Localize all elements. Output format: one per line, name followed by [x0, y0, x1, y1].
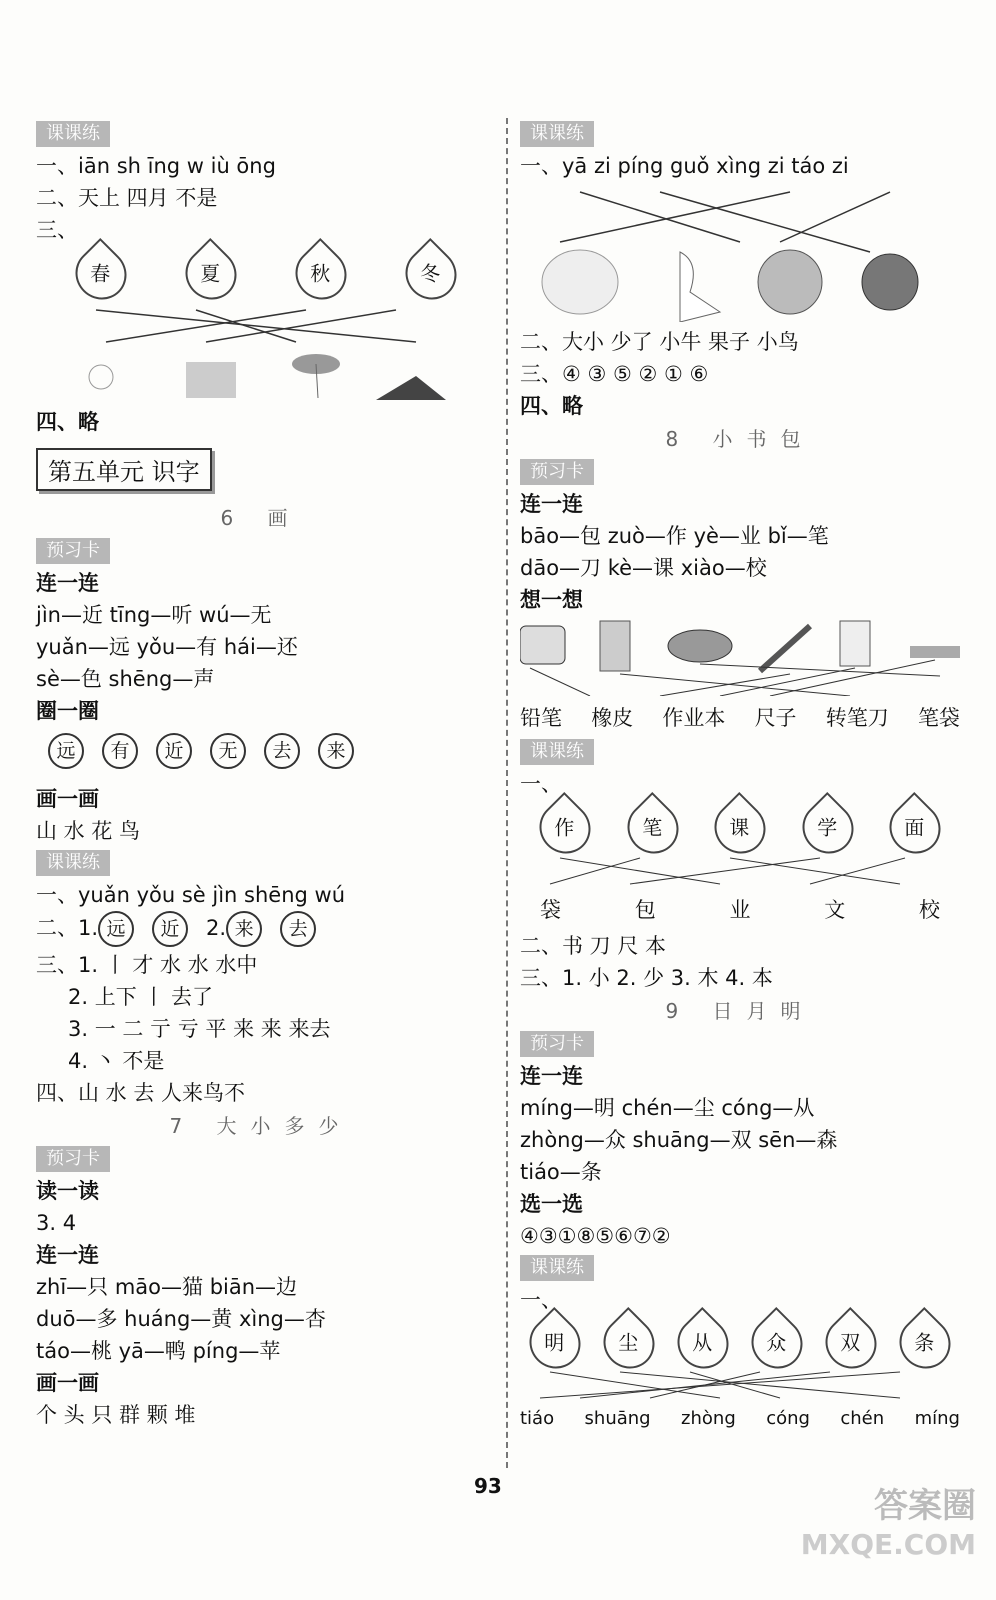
circled-char: 无: [210, 733, 246, 769]
answer-line: 二、大小 少了 小牛 果子 小鸟: [520, 330, 799, 354]
answer-line: duō—多 huáng—黄 xìng—杏: [36, 1307, 326, 1331]
leaf-row-bottom: [520, 890, 960, 930]
fruit-match-illustration: [520, 182, 950, 322]
stationery-label: 作业本: [662, 706, 726, 730]
lesson-title: 8 小书包: [665, 427, 815, 451]
stationery-label: 尺子: [754, 706, 797, 730]
section-badge: 预习卡: [520, 459, 594, 485]
char-drop: 学: [791, 792, 863, 864]
stationery-label: 笔袋: [917, 706, 960, 730]
answer-line: dāo—刀 kè—课 xiào—校: [520, 556, 767, 580]
left-column: [36, 118, 486, 1431]
drop-row-top: [520, 1316, 960, 1370]
answer-line: míng—明 chén—尘 cóng—从: [520, 1096, 815, 1120]
char-drop: 作: [529, 792, 601, 864]
stationery-label: 转笔刀: [825, 706, 889, 730]
stationery-label: 橡皮: [591, 706, 634, 730]
answer-line: 二、1. 远 近 2. 来 去: [36, 911, 486, 949]
stationery-label: 铅笔: [520, 706, 562, 730]
pinyin-match-lines: [520, 1370, 960, 1400]
page-number: 93: [474, 1474, 502, 1498]
season-drops: [36, 246, 486, 302]
answer-line: 一、yā zi píng guǒ xìng zi táo zi: [520, 154, 849, 178]
answer-line: 4. 丶 不是: [68, 1049, 165, 1073]
answer-line: ④③①⑧⑤⑥⑦②: [520, 1224, 671, 1248]
answer-line: táo—桃 yā—鸭 píng—苹: [36, 1339, 281, 1363]
answer-line: 一、iān sh īng w iù ōng: [36, 154, 276, 178]
pinyin-label: zhòng: [681, 1407, 736, 1429]
section-badge: 课课练: [520, 739, 594, 765]
pinyin-label: shuāng: [584, 1407, 651, 1429]
season-drop: 夏: [175, 238, 247, 310]
right-column: [520, 118, 960, 1432]
leaf-char: 文: [824, 898, 846, 922]
char-drop: 明: [519, 1307, 591, 1379]
task-heading: 想一想: [520, 588, 583, 612]
task-heading: 连一连: [520, 492, 583, 516]
circled-chars: [36, 727, 486, 783]
section-badge: 课课练: [36, 850, 110, 876]
watermark-url: MXQE.COM: [800, 1528, 976, 1561]
section-badge: 预习卡: [36, 1146, 110, 1172]
season-drop: 冬: [395, 238, 467, 310]
pinyin-label: chén: [840, 1407, 885, 1429]
char-drop: 面: [879, 792, 951, 864]
section-badge: 课课练: [36, 121, 110, 147]
drop-row-top: [520, 800, 960, 856]
answer-line: sè—色 shēng—声: [36, 667, 215, 691]
lesson-title: 7 大小多少: [169, 1114, 353, 1138]
answer-line: 二、天上 四月 不是: [36, 186, 218, 210]
task-heading: 圈一圈: [36, 699, 99, 723]
answer-line: 三、1. 小 2. 少 3. 木 4. 本: [520, 966, 773, 990]
watermark-logo: 答案圈: [874, 1486, 976, 1526]
task-heading: 选一选: [520, 1192, 583, 1216]
answer-line: 四、山 水 去 人来鸟不: [36, 1081, 246, 1105]
section-badge: 预习卡: [520, 1031, 594, 1057]
stationery-labels: [520, 700, 960, 736]
pinyin-row-bottom: [520, 1404, 960, 1432]
leaf-char: 业: [729, 898, 751, 922]
task-heading: 读一读: [36, 1179, 99, 1203]
answer-line: 四、略: [36, 410, 99, 434]
lesson-title: 6 画: [220, 506, 302, 530]
section-badge: 预习卡: [36, 538, 110, 564]
answer-line: tiáo—条: [520, 1160, 602, 1184]
answer-line: zhī—只 māo—猫 biān—边: [36, 1275, 298, 1299]
char-match-lines: [520, 856, 960, 886]
answer-line: 个 头 只 群 颗 堆: [36, 1403, 196, 1427]
section-badge: 课课练: [520, 121, 594, 147]
answer-line: yuǎn—远 yǒu—有 hái—还: [36, 635, 298, 659]
answer-line: 三、④ ③ ⑤ ② ① ⑥: [520, 362, 709, 386]
answer-line: bāo—包 zuò—作 yè—业 bǐ—笔: [520, 524, 829, 548]
season-drop: 秋: [285, 238, 357, 310]
task-heading: 连一连: [520, 1064, 583, 1088]
task-heading: 连一连: [36, 571, 99, 595]
answer-line: jìn—近 tīng—听 wú—无: [36, 603, 272, 627]
answer-line: 一、yuǎn yǒu sè jìn shēng wú: [36, 883, 346, 907]
season-match-illustration: [36, 302, 476, 402]
char-drop: 双: [815, 1307, 887, 1379]
season-drop: 春: [65, 238, 137, 310]
stationery-illustration: [520, 616, 960, 696]
circled-char: 远: [48, 733, 84, 769]
task-heading: 连一连: [36, 1243, 99, 1267]
char-drop: 条: [889, 1307, 961, 1379]
char-drop: 尘: [593, 1307, 665, 1379]
leaf-char: 包: [634, 898, 656, 922]
answer-line: 山 水 花 鸟: [36, 819, 141, 843]
answer-label: 一、: [520, 1288, 562, 1312]
answer-label: 一、: [520, 772, 562, 796]
leaf-char: 校: [919, 898, 940, 922]
column-divider: [506, 118, 508, 1468]
answer-line: 3. 4: [36, 1211, 77, 1235]
answer-line: 三、1. 丨 才 水 水 水中: [36, 953, 258, 977]
section-badge: 课课练: [520, 1255, 594, 1281]
answer-line: 二、书 刀 尺 本: [520, 934, 667, 958]
unit-title: 第五单元 识字: [36, 448, 212, 491]
leaf-char: 袋: [540, 898, 561, 922]
answer-line: zhòng—众 shuāng—双 sēn—森: [520, 1128, 838, 1152]
circled-char: 去: [264, 733, 300, 769]
answer-line: 3. 一 二 亍 亏 平 来 来 来去: [68, 1017, 331, 1041]
answer-label: 三、: [36, 218, 78, 242]
pinyin-label: cóng: [766, 1407, 810, 1429]
task-heading: 画一画: [36, 787, 99, 811]
circled-char: 近: [156, 733, 192, 769]
char-drop: 课: [704, 792, 776, 864]
answer-line: 四、略: [520, 394, 583, 418]
circled-char: 来: [318, 733, 354, 769]
lesson-title: 9 日月明: [665, 999, 815, 1023]
pinyin-label: míng: [914, 1407, 960, 1429]
pinyin-label: tiáo: [520, 1407, 555, 1429]
answer-line: 2. 上下 丨 去了: [68, 985, 214, 1009]
task-heading: 画一画: [36, 1371, 99, 1395]
circled-char: 有: [102, 733, 138, 769]
char-drop: 众: [741, 1307, 813, 1379]
char-drop: 从: [667, 1307, 739, 1379]
char-drop: 笔: [616, 792, 688, 864]
